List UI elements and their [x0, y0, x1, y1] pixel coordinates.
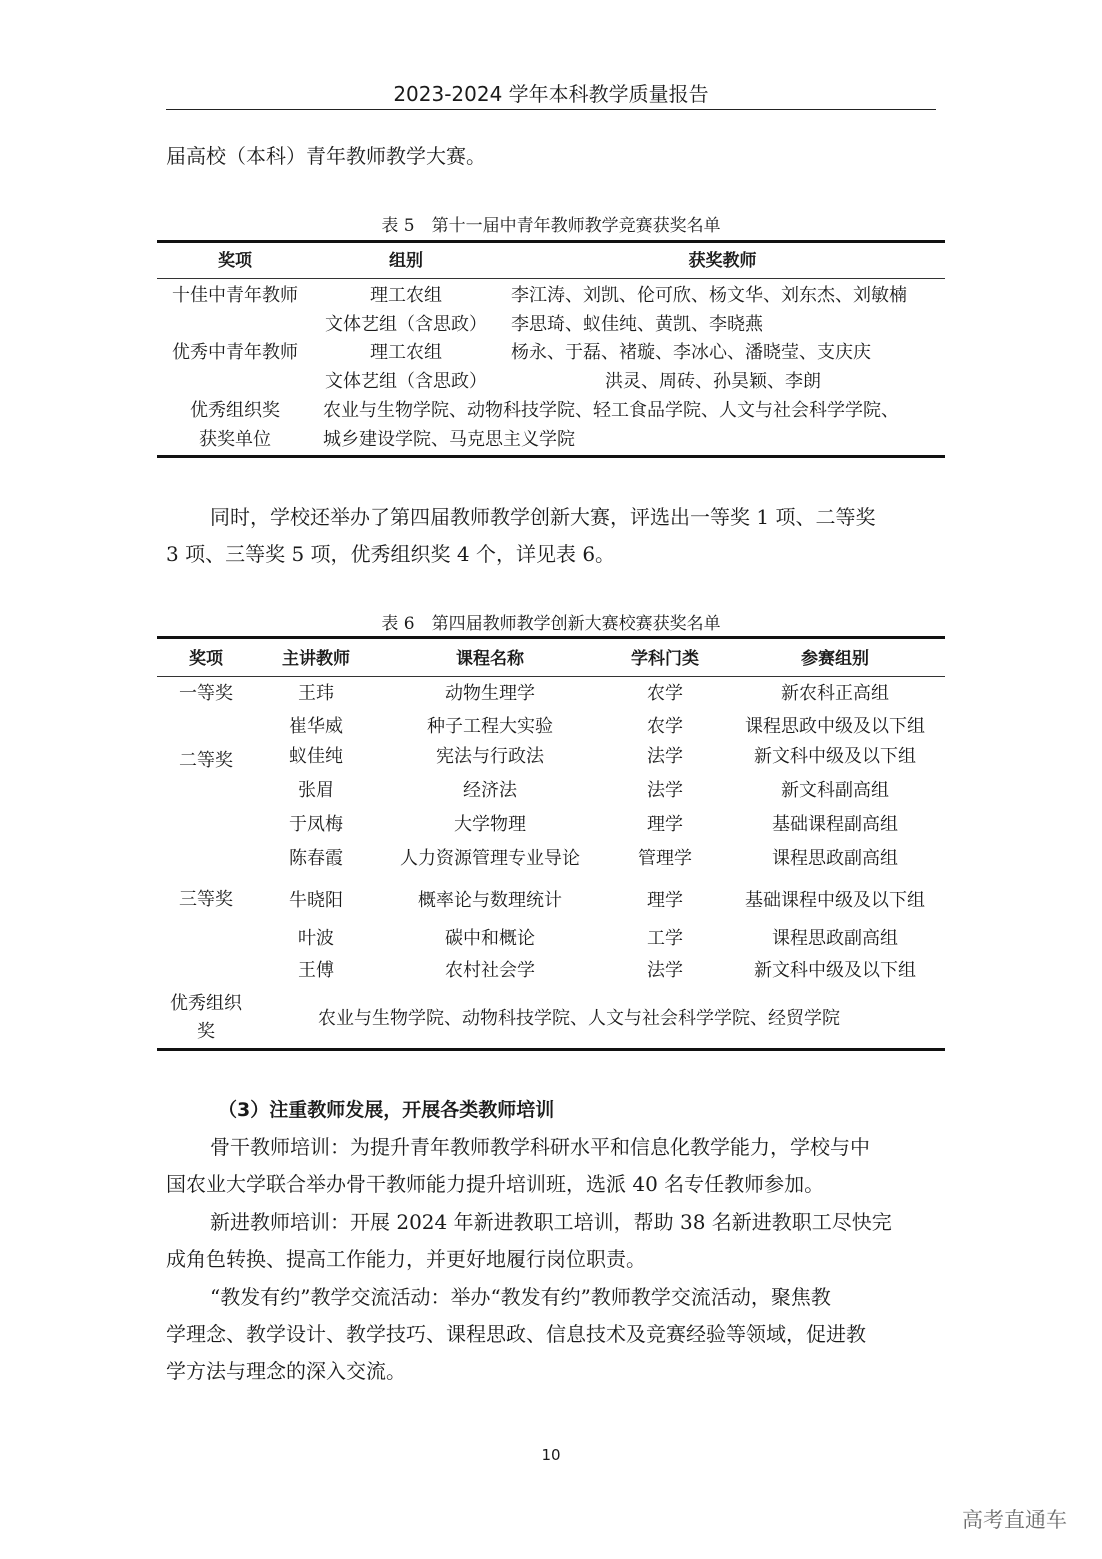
- table6-course: 经济法: [463, 780, 517, 801]
- table5-org-award-label: 获奖单位: [199, 429, 271, 450]
- table5-org-award-label: 优秀组织奖: [190, 400, 280, 421]
- section3-para3-line3: 学方法与理念的深入交流。: [166, 1359, 406, 1383]
- section3-para2-line1: 新进教师培训：开展 2024 年新进教职工培训，帮助 38 名新进教职工尽快完: [210, 1210, 892, 1234]
- table6-teacher: 蚁佳纯: [289, 746, 343, 767]
- table6-course: 农村社会学: [445, 960, 535, 981]
- table5-top-rule: [157, 240, 945, 243]
- table6-discipline: 工学: [647, 928, 683, 949]
- innovation-paragraph-line2: 3 项、三等奖 5 项，优秀组织奖 4 个，详见表 6。: [166, 542, 616, 566]
- section3-para1-line2: 国农业大学联合举办骨干教师能力提升培训班，选派 40 名专任教师参加。: [166, 1172, 825, 1196]
- table6-course: 大学物理: [454, 814, 526, 835]
- section3-heading: （3）注重教师发展，开展各类教师培训: [218, 1099, 555, 1121]
- table6-teacher: 王傅: [298, 960, 334, 981]
- table6-group: 课程思政副高组: [772, 928, 898, 949]
- table5-award-excellent: 优秀中青年教师: [172, 342, 298, 363]
- table6-group: 新文科中级及以下组: [754, 960, 916, 981]
- section3-para1-line1: 骨干教师培训：为提升青年教师教学科研水平和信息化教学能力，学校与中: [210, 1135, 870, 1159]
- table5-row-teachers: 李江涛、刘凯、伦可欣、杨文华、刘东杰、刘敏楠: [511, 285, 907, 306]
- table5-header-group: 组别: [389, 251, 423, 271]
- table6-award-second: 二等奖: [179, 750, 233, 771]
- table5-row-teachers: 杨永、于磊、褚璇、李冰心、潘晓莹、支庆庆: [511, 342, 871, 363]
- table6-award-first: 一等奖: [179, 683, 233, 704]
- table5-org-award-units: 城乡建设学院、马克思主义学院: [323, 429, 575, 450]
- table6-teacher: 于凤梅: [289, 814, 343, 835]
- table6-discipline: 法学: [647, 780, 683, 801]
- watermark: 高考直通车: [962, 1508, 1067, 1532]
- section3-para3-line2: 学理念、教学设计、教学技巧、课程思政、信息技术及竞赛经验等领域，促进教: [166, 1322, 866, 1346]
- page-number: 10: [541, 1446, 561, 1464]
- table5-row-teachers: 洪灵、周砖、孙昊颖、李朗: [605, 371, 821, 392]
- table6-group: 基础课程中级及以下组: [745, 890, 925, 911]
- table5-row-teachers: 李思琦、蚁佳纯、黄凯、李晓燕: [511, 314, 763, 335]
- table6-org-award-label: 优秀组织: [170, 993, 242, 1014]
- table6-discipline: 理学: [647, 890, 683, 911]
- table6-course: 人力资源管理专业导论: [400, 848, 580, 869]
- table6-header-group: 参赛组别: [801, 649, 869, 669]
- table6-course: 种子工程大实验: [427, 716, 553, 737]
- innovation-paragraph-line1: 同时，学校还举办了第四届教师教学创新大赛，评选出一等奖 1 项、二等奖: [210, 505, 876, 529]
- table6-group: 新文科中级及以下组: [754, 746, 916, 767]
- table6-caption: 表 6 第四届教师教学创新大赛校赛获奖名单: [381, 614, 721, 634]
- table6-header-teacher: 主讲教师: [282, 649, 350, 669]
- table6-group: 课程思政中级及以下组: [745, 716, 925, 737]
- table6-course: 概率论与数理统计: [418, 890, 562, 911]
- table6-award-third: 三等奖: [179, 889, 233, 910]
- table6-top-rule: [157, 636, 945, 639]
- table6-discipline: 法学: [647, 960, 683, 981]
- table5-header-teachers: 获奖教师: [688, 251, 757, 271]
- table5-row-group: 理工农组: [370, 342, 442, 363]
- table6-course: 碳中和概论: [445, 928, 535, 949]
- table6-discipline: 农学: [647, 716, 683, 737]
- table6-discipline: 理学: [647, 814, 683, 835]
- table6-group: 新文科副高组: [781, 780, 889, 801]
- table6-teacher: 崔华威: [289, 716, 343, 737]
- page-header-title: 2023-2024 学年本科教学质量报告: [393, 82, 709, 106]
- table5-row-group: 文体艺组（含思政）: [325, 314, 487, 335]
- section3-para3-line1: “教发有约”教学交流活动：举办“教发有约”教师教学交流活动，聚焦教: [210, 1285, 831, 1309]
- table6-org-award-label: 奖: [197, 1021, 215, 1042]
- table6-discipline: 管理学: [638, 848, 692, 869]
- table6-group: 新农科正高组: [781, 683, 889, 704]
- table6-header-rule: [157, 676, 945, 677]
- table6-org-award-units: 农业与生物学院、动物科技学院、人文与社会科学学院、经贸学院: [318, 1008, 840, 1029]
- table6-group: 课程思政副高组: [772, 848, 898, 869]
- table6-teacher: 叶波: [298, 928, 334, 949]
- table6-discipline: 法学: [647, 746, 683, 767]
- table5-header-rule: [157, 278, 945, 279]
- section3-para2-line2: 成角色转换、提高工作能力，并更好地履行岗位职责。: [166, 1247, 646, 1271]
- table6-teacher: 王玮: [298, 683, 334, 704]
- table5-row-group: 文体艺组（含思政）: [325, 371, 487, 392]
- table6-course: 宪法与行政法: [436, 746, 544, 767]
- table6-discipline: 农学: [647, 683, 683, 704]
- table6-teacher: 牛晓阳: [289, 890, 343, 911]
- table5-org-award-units: 农业与生物学院、动物科技学院、轻工食品学院、人文与社会科学学院、: [323, 400, 899, 421]
- table6-teacher: 张眉: [298, 780, 334, 801]
- table6-course: 动物生理学: [445, 683, 535, 704]
- table5-caption: 表 5 第十一届中青年教师教学竞赛获奖名单: [381, 216, 721, 236]
- table6-header-award: 奖项: [189, 649, 223, 669]
- table6-header-course: 课程名称: [456, 649, 524, 669]
- table5-bottom-rule: [157, 455, 945, 458]
- table6-header-discipline: 学科门类: [631, 649, 699, 669]
- table6-bottom-rule: [157, 1048, 945, 1051]
- header-divider: [166, 109, 936, 110]
- table5-award-top10: 十佳中青年教师: [172, 285, 298, 306]
- table5-header-award: 奖项: [218, 251, 252, 271]
- table6-teacher: 陈春霞: [289, 848, 343, 869]
- table5-row-group: 理工农组: [370, 285, 442, 306]
- intro-line: 届高校（本科）青年教师教学大赛。: [166, 144, 486, 168]
- table6-group: 基础课程副高组: [772, 814, 898, 835]
